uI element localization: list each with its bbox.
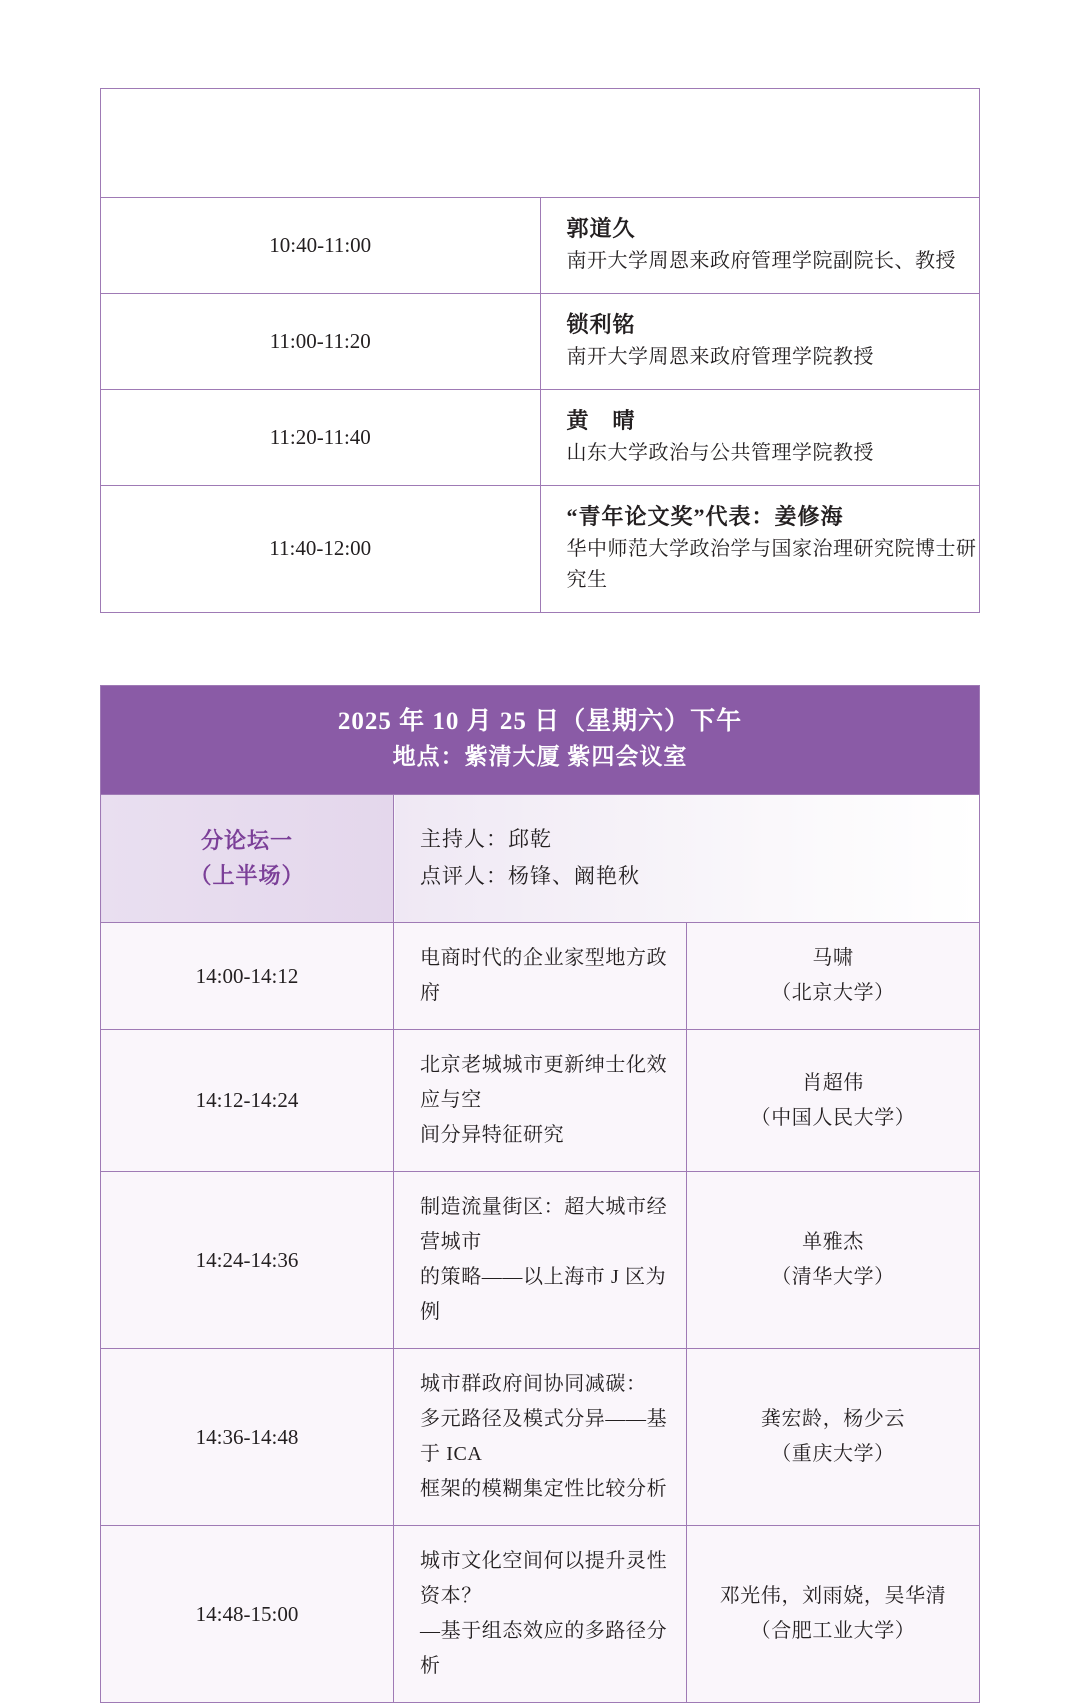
paper-topic — [394, 1349, 687, 1526]
panel-host: 主持人：邱乾 — [420, 826, 552, 851]
afternoon-schedule-table — [100, 685, 980, 1703]
panel-commentators: 点评人：杨锋、阚艳秋 — [420, 864, 640, 889]
session-info — [540, 197, 980, 293]
panel-label — [101, 794, 394, 923]
table-row — [101, 485, 980, 612]
session-time: 14:12-14:24 — [101, 1030, 394, 1172]
author-line: 单雅杰 — [802, 1231, 864, 1254]
topic-line: —基于组态效应的多路径分析 — [420, 1620, 668, 1678]
afternoon-header-row — [101, 685, 980, 794]
paper-author — [687, 923, 980, 1030]
author-line: 邓光伟，刘雨娆，吴华清 — [719, 1585, 947, 1608]
morning-schedule-table — [100, 88, 980, 613]
paper-topic — [394, 1172, 687, 1349]
session-time: 14:24-14:36 — [101, 1172, 394, 1349]
speaker-name: 郭道久 — [566, 215, 636, 241]
morning-header-cell — [101, 89, 980, 198]
topic-line: 城市文化空间何以提升灵性资本？ — [420, 1550, 668, 1608]
topic-line: 间分异特征研究 — [420, 1124, 565, 1147]
session-time: 10:40-11:00 — [101, 197, 541, 293]
session-time: 14:48-15:00 — [101, 1526, 394, 1703]
session-info — [540, 389, 980, 485]
topic-line: 制造流量街区：超大城市经营城市 — [420, 1196, 668, 1254]
topic-line: 北京老城城市更新绅士化效应与空 — [420, 1054, 668, 1112]
topic-line: 框架的模糊集定性比较分析 — [420, 1478, 668, 1501]
panel-hosts — [394, 794, 980, 923]
speaker-affiliation: 南开大学周恩来政府管理学院副院长、教授 — [566, 249, 956, 272]
table-spacer — [100, 613, 980, 685]
table-row — [101, 293, 980, 389]
paper-author — [687, 1172, 980, 1349]
topic-line: 电商时代的企业家型地方政府 — [420, 947, 668, 1005]
paper-author — [687, 1030, 980, 1172]
table-row — [101, 1030, 980, 1172]
morning-header-date: 2025 年 10 月 25 日（星期六）上午 — [337, 111, 743, 138]
session-time: 11:20-11:40 — [101, 389, 541, 485]
table-row — [101, 197, 980, 293]
topic-line: 的策略——以上海市 J 区为例 — [420, 1266, 667, 1324]
author-affiliation: （重庆大学） — [771, 1443, 895, 1466]
paper-topic — [394, 1526, 687, 1703]
session-info — [540, 485, 980, 612]
table-row — [101, 1349, 980, 1526]
morning-header-venue: 地点：紫清大厦 紫一会议室 — [392, 147, 688, 173]
paper-author — [687, 1526, 980, 1703]
session-time: 14:00-14:12 — [101, 923, 394, 1030]
panel-label-line2: （上半场） — [189, 863, 305, 889]
afternoon-header-venue: 地点：紫清大厦 紫四会议室 — [392, 744, 688, 770]
table-row — [101, 1526, 980, 1703]
speaker-name: 黄 晴 — [566, 407, 636, 433]
paper-topic — [394, 923, 687, 1030]
paper-author — [687, 1349, 980, 1526]
table-row — [101, 1172, 980, 1349]
session-time: 11:40-12:00 — [101, 485, 541, 612]
afternoon-header-date: 2025 年 10 月 25 日（星期六）下午 — [337, 707, 743, 735]
paper-topic — [394, 1030, 687, 1172]
author-affiliation: （中国人民大学） — [750, 1106, 916, 1129]
speaker-affiliation: 山东大学政治与公共管理学院教授 — [566, 441, 874, 464]
session-info — [540, 293, 980, 389]
topic-line: 多元路径及模式分异——基于 ICA — [420, 1408, 668, 1466]
speaker-name: “青年论文奖”代表：姜修海 — [566, 503, 844, 529]
author-line: 肖超伟 — [802, 1071, 864, 1094]
author-line: 马啸 — [812, 947, 854, 970]
author-affiliation: （北京大学） — [771, 982, 895, 1005]
author-affiliation: （清华大学） — [771, 1266, 895, 1289]
panel-info-row — [101, 794, 980, 923]
speaker-affiliation: 南开大学周恩来政府管理学院教授 — [566, 345, 874, 368]
session-time: 14:36-14:48 — [101, 1349, 394, 1526]
morning-header-row — [101, 89, 980, 198]
afternoon-header-cell — [101, 685, 980, 794]
speaker-affiliation: 华中师范大学政治学与国家治理研究院博士研究生 — [566, 537, 977, 591]
session-time: 11:00-11:20 — [101, 293, 541, 389]
author-affiliation: （合肥工业大学） — [750, 1620, 916, 1643]
table-row — [101, 923, 980, 1030]
panel-label-line1: 分论坛一 — [200, 828, 293, 854]
table-row — [101, 389, 980, 485]
topic-line: 城市群政府间协同减碳： — [420, 1373, 647, 1396]
author-line: 龚宏龄，杨少云 — [760, 1408, 906, 1431]
speaker-name: 锁利铭 — [566, 311, 636, 337]
